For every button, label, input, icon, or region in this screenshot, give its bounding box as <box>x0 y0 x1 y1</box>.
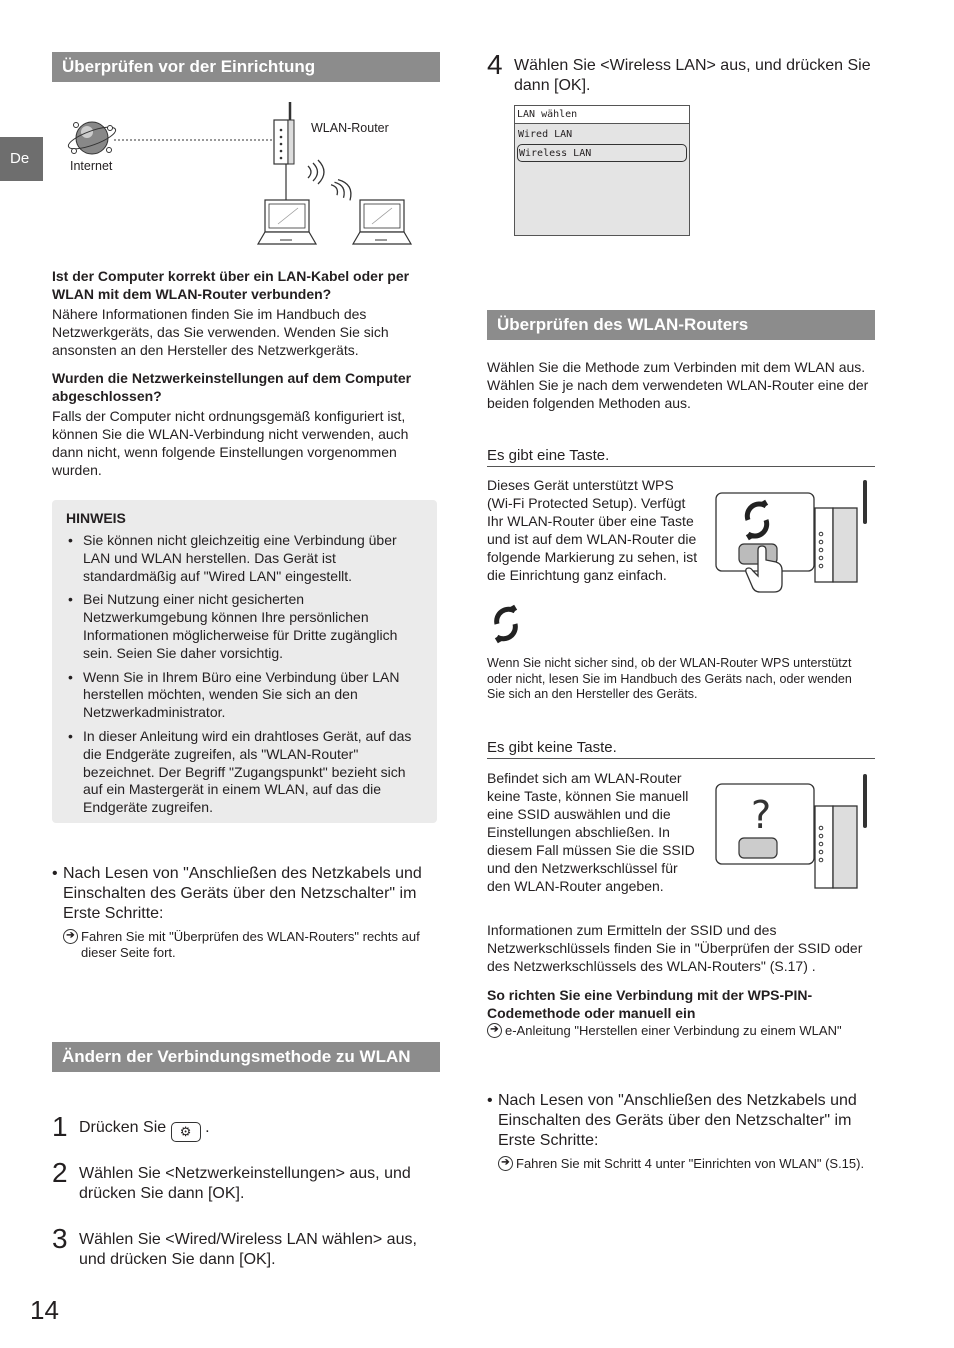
bullet-after-first-steps-right: • Nach Lesen von "Anschließen des Netzkabels und Einschalten des Geräts über den Netzschalter" im Erste Schritte: <box>487 1091 872 1151</box>
step-1-text-before: Drücken Sie <box>79 1119 167 1136</box>
question-mark: ? <box>751 793 772 837</box>
section-title-change-connection: Ändern der Verbindungsmethode zu WLAN <box>52 1042 440 1072</box>
question-1-answer: Nähere Informationen finden Sie im Handbuch des Netzwerkgeräts, das Sie verwenden. Wenden Sie sich ansonsten an den Hersteller des Netzwerkgeräts. <box>52 306 389 358</box>
wps-pin-arrow-text: e-Anleitung "Herstellen einer Verbindung zu einem WLAN" <box>505 1023 842 1038</box>
internet-globe-icon <box>66 122 118 154</box>
wifi-waves-icon <box>308 160 355 200</box>
lcd-title: LAN wählen <box>515 106 689 124</box>
network-diagram-svg <box>52 96 440 256</box>
wps-unsure-note: Wenn Sie nicht sicher sind, ob der WLAN-Router WPS unterstützt oder nicht, lesen Sie im Handbuch des Geräts nach, oder wenden Sie sich an den Hersteller des Geräts. <box>487 656 852 701</box>
step-3-text: Wählen Sie <Wired/Wireless LAN wählen> aus, und drücken Sie dann [OK]. <box>79 1231 417 1268</box>
subheading-no-button: Es gibt keine Taste. <box>487 739 875 759</box>
wps-pin-heading: So richten Sie eine Verbindung mit der WPS-PIN-Codemethode oder manuell ein <box>487 987 813 1021</box>
note-item: • Wenn Sie in Ihrem Büro eine Verbindung über LAN herstellen möchten, wenden Sie sich an den Netzwerkadministrator. <box>66 669 423 722</box>
subheading-has-button: Es gibt eine Taste. <box>487 447 875 467</box>
router-icon <box>274 102 294 202</box>
manual-router-illustration <box>714 770 874 894</box>
circle-arrow-icon: ➔ <box>63 929 78 944</box>
laptop-wireless-icon <box>353 200 411 244</box>
note-item: • In dieser Anleitung wird ein drahtloses Gerät, auf das die Endgeräte zugreifen, als "WLAN-Router" bezeichnet. Der Begriff "Zugangspunkt" bezieht sich auf ein Mastergerät in einem WLAN, auf das die Endgeräte zugreifen. <box>66 728 423 817</box>
arrow-instruction-left <box>63 929 441 961</box>
note-item: • Bei Nutzung einer nicht gesicherten Netzwerkumgebung können Ihre persönlichen Informationen möglicherweise für Dritte zugänglich sein. Seien Sie daher vorsichtig. <box>66 591 423 662</box>
step-1-number: 1 <box>52 1111 68 1142</box>
arrow-instruction-right <box>498 1156 874 1172</box>
step-4-number: 4 <box>487 49 503 80</box>
question-1: Ist der Computer korrekt über ein LAN-Kabel oder per WLAN mit dem WLAN-Router verbunden? <box>52 268 410 302</box>
ssid-info-text: Informationen zum Ermitteln der SSID und des Netzwerkschlüssels finden Sie in "Überprüfen der SSID oder des Netzwerkschlüssels des WLAN-Routers" (S.17) . <box>487 922 863 974</box>
manual-router-svg <box>714 770 874 894</box>
section-title-check-router: Überprüfen des WLAN-Routers <box>487 310 875 340</box>
section-title-check-before-setup: Überprüfen vor der Einrichtung <box>52 52 440 82</box>
circle-arrow-icon: ➔ <box>498 1156 513 1171</box>
wlan-router-label: WLAN-Router <box>311 121 389 135</box>
network-settings-key-icon: ⚙ <box>171 1122 201 1142</box>
note-box <box>52 500 437 823</box>
wps-mark-icon <box>487 604 525 644</box>
no-button-text: Befindet sich am WLAN-Router keine Taste, können Sie manuell eine SSID auswählen und die Einstellungen abschließen. In diesem Fall müssen Sie die SSID und den Netzwerkschlüssel für den WLAN-Router angeben. <box>487 770 695 894</box>
step-2-text: Wählen Sie <Netzwerkeinstellungen> aus, und drücken Sie dann [OK]. <box>79 1165 411 1202</box>
wps-router-illustration <box>714 478 874 606</box>
page-number: 14 <box>30 1295 59 1325</box>
lcd-screen <box>514 105 690 236</box>
wps-pin-arrow-line <box>487 1023 875 1039</box>
note-list <box>66 532 423 817</box>
question-2-answer: Falls der Computer nicht ordnungsgemäß konfiguriert ist, können Sie die WLAN-Verbindung nicht verwenden, auch dann nicht, wenn folgende Einstellungen vorgenommen wurden. <box>52 408 409 478</box>
note-item: • Sie können nicht gleichzeitig eine Verbindung über LAN und WLAN herstellen. Das Gerät ist standardmäßig auf "Wired LAN" eingestellt. <box>66 532 423 585</box>
lcd-item-wireless[interactable]: Wireless LAN <box>517 144 687 162</box>
has-button-text: Dieses Gerät unterstützt WPS (Wi-Fi Protected Setup). Verfügt Ihr WLAN-Router über eine Taste und ist auf dem WLAN-Router die folgende Markierung zu sehen, ist die Einrichtung ganz einfach. <box>487 477 698 583</box>
step-1-text <box>79 1118 210 1142</box>
lcd-item-wired[interactable]: Wired LAN <box>518 129 573 140</box>
arrow-instruction-left-text: Fahren Sie mit "Überprüfen des WLAN-Routers" rechts auf dieser Seite fort. <box>81 929 420 960</box>
internet-label: Internet <box>70 159 113 173</box>
circle-arrow-icon: ➔ <box>487 1023 502 1038</box>
step-4-text: Wählen Sie <Wireless LAN> aus, und drücken Sie dann [OK]. <box>514 57 871 94</box>
network-diagram <box>52 96 440 256</box>
step-3-number: 3 <box>52 1223 68 1254</box>
step-2-number: 2 <box>52 1157 68 1188</box>
bullet-after-first-steps-left: • Nach Lesen von "Anschließen des Netzkabels und Einschalten des Geräts über den Netzschalter" im Erste Schritte: <box>52 864 442 924</box>
router-intro-text: Wählen Sie die Methode zum Verbinden mit dem WLAN aus. Wählen Sie je nach dem verwendeten WLAN-Router eine der beiden folgenden Methoden aus. <box>487 359 869 411</box>
question-2: Wurden die Netzwerkeinstellungen auf dem Computer abgeschlossen? <box>52 370 412 404</box>
step-1-text-after: . <box>205 1119 210 1136</box>
laptop-wired-icon <box>258 200 316 244</box>
note-title: HINWEIS <box>66 510 126 526</box>
arrow-instruction-right-text: Fahren Sie mit Schritt 4 unter "Einrichten von WLAN" (S.15). <box>516 1156 865 1171</box>
wps-router-svg <box>714 478 874 606</box>
language-tab: De <box>0 137 43 181</box>
